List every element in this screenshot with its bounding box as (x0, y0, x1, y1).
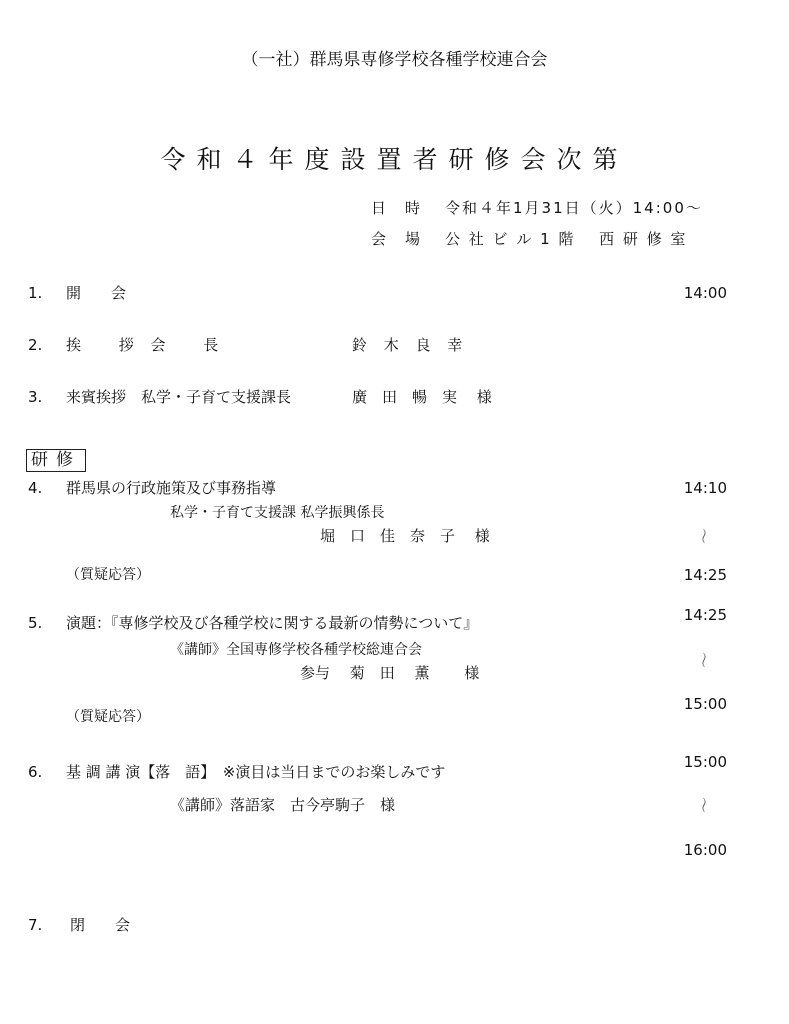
item-2-number: 2. (28, 336, 43, 354)
item-4-time-end: 14:25 (683, 566, 727, 584)
item-6-number: 6. (28, 763, 43, 781)
item-7-label: 閉 会 (70, 916, 131, 934)
item-6-time-start: 15:00 (683, 753, 727, 771)
item-6-label: 基 調 講 演【落 語】 ※演目は当日までのお楽しみです (66, 763, 446, 781)
item-2-label: 挨 拶 会 長 (66, 336, 225, 354)
item-4-time-range-mark: ～ (693, 527, 713, 545)
item-3-number: 3. (28, 388, 43, 406)
item-4-number: 4. (28, 479, 43, 497)
item-5-person: 参与 菊 田 薫 様 (300, 664, 480, 682)
organization-name: （一社）群馬県専修学校各種学校連合会 (241, 50, 548, 70)
datetime-label: 日 時 (371, 199, 423, 217)
item-4-label: 群馬県の行政施策及び事務指導 (66, 479, 277, 497)
item-5-lecturer: 《講師》全国専修学校各種学校総連合会 (170, 642, 422, 658)
item-4-qa: （質疑応答） (66, 567, 150, 583)
item-1-label: 開 会 (66, 284, 127, 302)
datetime-value: 令和４年1月31日（火）14:00～ (445, 199, 703, 217)
item-4-person: 堀 口 佳 奈 子 様 (320, 527, 490, 545)
item-1-time: 14:00 (683, 284, 727, 302)
item-6-lecturer: 《講師》落語家 古今亭駒子 様 (170, 796, 396, 814)
item-5-qa: （質疑応答） (66, 709, 150, 725)
item-6-time-end: 16:00 (683, 841, 727, 859)
item-3-label: 来賓挨拶 私学・子育て支援課長 (66, 388, 292, 406)
item-5-label: 演題：『専修学校及び各種学校に関する最新の情勢について』 (66, 614, 479, 632)
item-1-number: 1. (28, 284, 43, 302)
item-7-number: 7. (28, 916, 43, 934)
venue-label: 会 場 (371, 230, 423, 248)
venue-value: 公 社 ビ ル 1 階 西 研 修 室 (445, 230, 688, 248)
item-4-affiliation: 私学・子育て支援課 私学振興係長 (170, 505, 385, 521)
item-5-number: 5. (28, 614, 43, 632)
item-5-time-end: 15:00 (683, 695, 727, 713)
item-4-time-start: 14:10 (683, 479, 727, 497)
document-title: 令和４年度設置者研修会次第 (160, 145, 629, 174)
item-2-person: 鈴 木 良 幸 (352, 336, 469, 354)
section-heading-training: 研修 (26, 449, 86, 472)
item-3-person: 廣 田 暢 実 様 (352, 388, 492, 406)
item-5-time-start: 14:25 (683, 606, 727, 624)
item-6-time-range-mark: ～ (693, 796, 713, 814)
item-5-time-range-mark: ～ (693, 651, 713, 669)
